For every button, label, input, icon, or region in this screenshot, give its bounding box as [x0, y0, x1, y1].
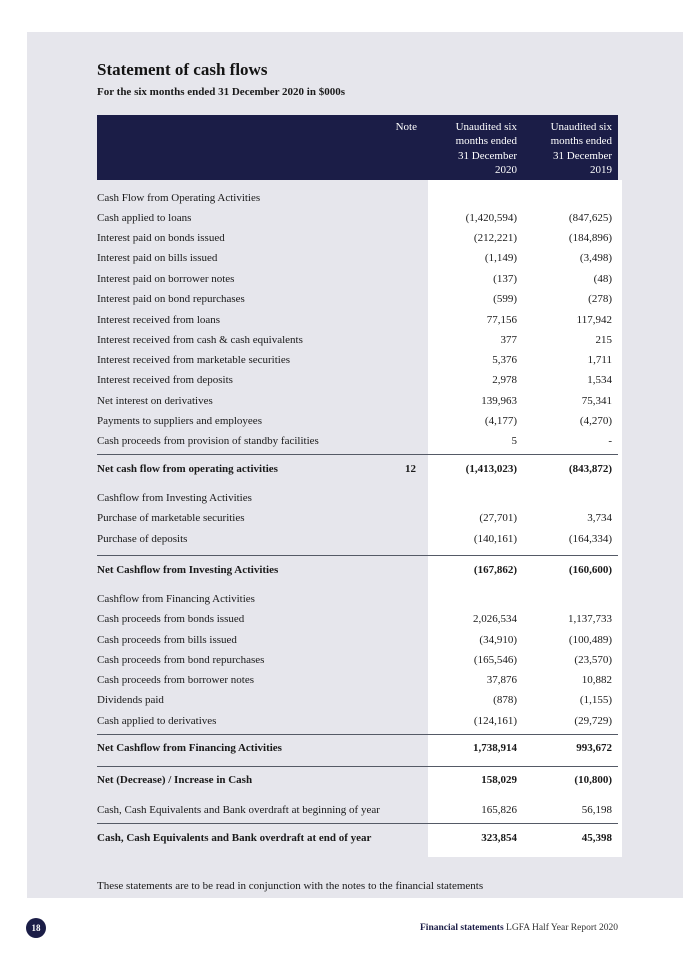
row-label: Net Cashflow from Investing Activities — [97, 564, 279, 576]
row-value-2020: 1,738,914 — [473, 742, 517, 754]
row-label: Cash applied to loans — [97, 212, 192, 224]
row-value-2020: (34,910) — [479, 634, 517, 646]
footnote: These statements are to be read in conjunction with the notes to the financial statements — [97, 880, 484, 892]
page-number-badge: 18 — [26, 918, 46, 938]
row-value-2020: 2,026,534 — [473, 613, 517, 625]
header-2019: Unaudited six months ended 31 December 2019 — [550, 121, 612, 177]
page-subtitle: For the six months ended 31 December 2020 in $000s — [97, 86, 346, 98]
row-value-2019: 117,942 — [576, 314, 612, 326]
row-label: Interest received from loans — [97, 314, 221, 326]
header-2020: Unaudited six months ended 31 December 2020 — [455, 121, 517, 177]
row-value-2020: 5,376 — [492, 354, 517, 366]
row-value-2019: (164,334) — [568, 533, 612, 545]
row-value-2020: 377 — [500, 334, 517, 346]
row-label: Cashflow from Investing Activities — [97, 492, 252, 504]
row-value-2020: (1,420,594) — [465, 212, 517, 224]
row-value-2019: (847,625) — [568, 212, 612, 224]
row-value-2019: 1,534 — [587, 374, 612, 386]
row-value-2020: (140,161) — [473, 533, 517, 545]
row-value-2020: (124,161) — [473, 715, 517, 727]
row-value-2019: 1,711 — [587, 354, 612, 366]
row-value-2020: 158,029 — [481, 774, 517, 786]
row-label: Cashflow from Financing Activities — [97, 593, 255, 605]
row-value-2019: (843,872) — [568, 463, 612, 475]
row-value-2020: (4,177) — [484, 415, 517, 427]
row-value-2020: (1,149) — [484, 252, 517, 264]
row-label: Interest received from marketable securities — [97, 354, 291, 366]
row-label: Net Cashflow from Financing Activities — [97, 742, 282, 754]
row-label: Interest received from deposits — [97, 374, 233, 386]
row-label: Cash, Cash Equivalents and Bank overdraft at end of year — [97, 832, 372, 844]
row-value-2019: 1,137,733 — [568, 613, 612, 625]
row-value-2019: (4,270) — [579, 415, 612, 427]
row-value-2019: (10,800) — [574, 774, 612, 786]
row-value-2020: (27,701) — [479, 512, 517, 524]
total-divider — [97, 454, 618, 455]
row-label: Interest paid on borrower notes — [97, 273, 235, 285]
row-label: Interest paid on bills issued — [97, 252, 218, 264]
row-value-2019: - — [608, 435, 612, 447]
row-value-2020: 77,156 — [486, 314, 517, 326]
row-note: 12 — [405, 463, 416, 475]
row-label: Net cash flow from operating activities — [97, 463, 278, 475]
row-value-2020: 165,826 — [481, 804, 517, 816]
row-value-2020: (167,862) — [473, 564, 517, 576]
header-note: Note — [395, 121, 417, 133]
row-value-2020: (1,413,023) — [465, 463, 517, 475]
row-label: Cash, Cash Equivalents and Bank overdraft at beginning of year — [97, 804, 380, 816]
total-divider — [97, 766, 618, 767]
row-value-2019: (278) — [588, 293, 612, 305]
row-value-2020: 139,963 — [481, 395, 517, 407]
row-label: Net interest on derivatives — [97, 395, 213, 407]
row-label: Purchase of marketable securities — [97, 512, 245, 524]
row-value-2020: 2,978 — [492, 374, 517, 386]
row-label: Interest paid on bond repurchases — [97, 293, 245, 305]
row-value-2020: 323,854 — [481, 832, 517, 844]
row-label: Dividends paid — [97, 694, 164, 706]
row-value-2019: 3,734 — [587, 512, 612, 524]
row-value-2019: (100,489) — [568, 634, 612, 646]
row-value-2019: 56,198 — [581, 804, 612, 816]
footer-report: LGFA Half Year Report 2020 — [506, 923, 618, 933]
row-value-2019: 215 — [595, 334, 612, 346]
total-divider — [97, 823, 618, 824]
row-label: Payments to suppliers and employees — [97, 415, 262, 427]
total-divider — [97, 734, 618, 735]
row-label: Cash applied to derivatives — [97, 715, 217, 727]
row-label: Cash proceeds from bond repurchases — [97, 654, 265, 666]
row-value-2019: 993,672 — [576, 742, 612, 754]
row-value-2020: 5 — [511, 435, 517, 447]
page-title: Statement of cash flows — [97, 60, 268, 79]
table-header — [97, 115, 618, 180]
row-value-2019: (48) — [593, 273, 612, 285]
row-value-2019: (3,498) — [579, 252, 612, 264]
row-label: Cash proceeds from bills issued — [97, 634, 237, 646]
row-label: Cash proceeds from borrower notes — [97, 674, 255, 686]
row-value-2019: 45,398 — [581, 832, 612, 844]
row-label: Purchase of deposits — [97, 533, 188, 545]
row-value-2019: (1,155) — [579, 694, 612, 706]
row-value-2019: (184,896) — [568, 232, 612, 244]
footer-section: Financial statements — [420, 923, 504, 933]
row-label: Interest paid on bonds issued — [97, 232, 225, 244]
row-value-2020: 37,876 — [486, 674, 517, 686]
row-value-2019: (23,570) — [574, 654, 612, 666]
row-value-2019: (29,729) — [574, 715, 612, 727]
row-value-2020: (212,221) — [473, 232, 517, 244]
row-label: Net (Decrease) / Increase in Cash — [97, 774, 253, 786]
row-value-2019: (160,600) — [568, 564, 612, 576]
row-label: Cash proceeds from provision of standby facilities — [97, 435, 319, 447]
row-value-2019: 75,341 — [581, 395, 612, 407]
row-value-2019: 10,882 — [581, 674, 612, 686]
row-label: Interest received from cash & cash equivalents — [97, 334, 303, 346]
page-footer — [420, 923, 618, 933]
row-value-2020: (165,546) — [473, 654, 517, 666]
row-value-2020: (137) — [493, 273, 517, 285]
total-divider — [97, 555, 618, 556]
row-label: Cash proceeds from bonds issued — [97, 613, 245, 625]
row-value-2020: (599) — [493, 293, 517, 305]
row-value-2020: (878) — [493, 694, 517, 706]
row-label: Cash Flow from Operating Activities — [97, 192, 261, 204]
